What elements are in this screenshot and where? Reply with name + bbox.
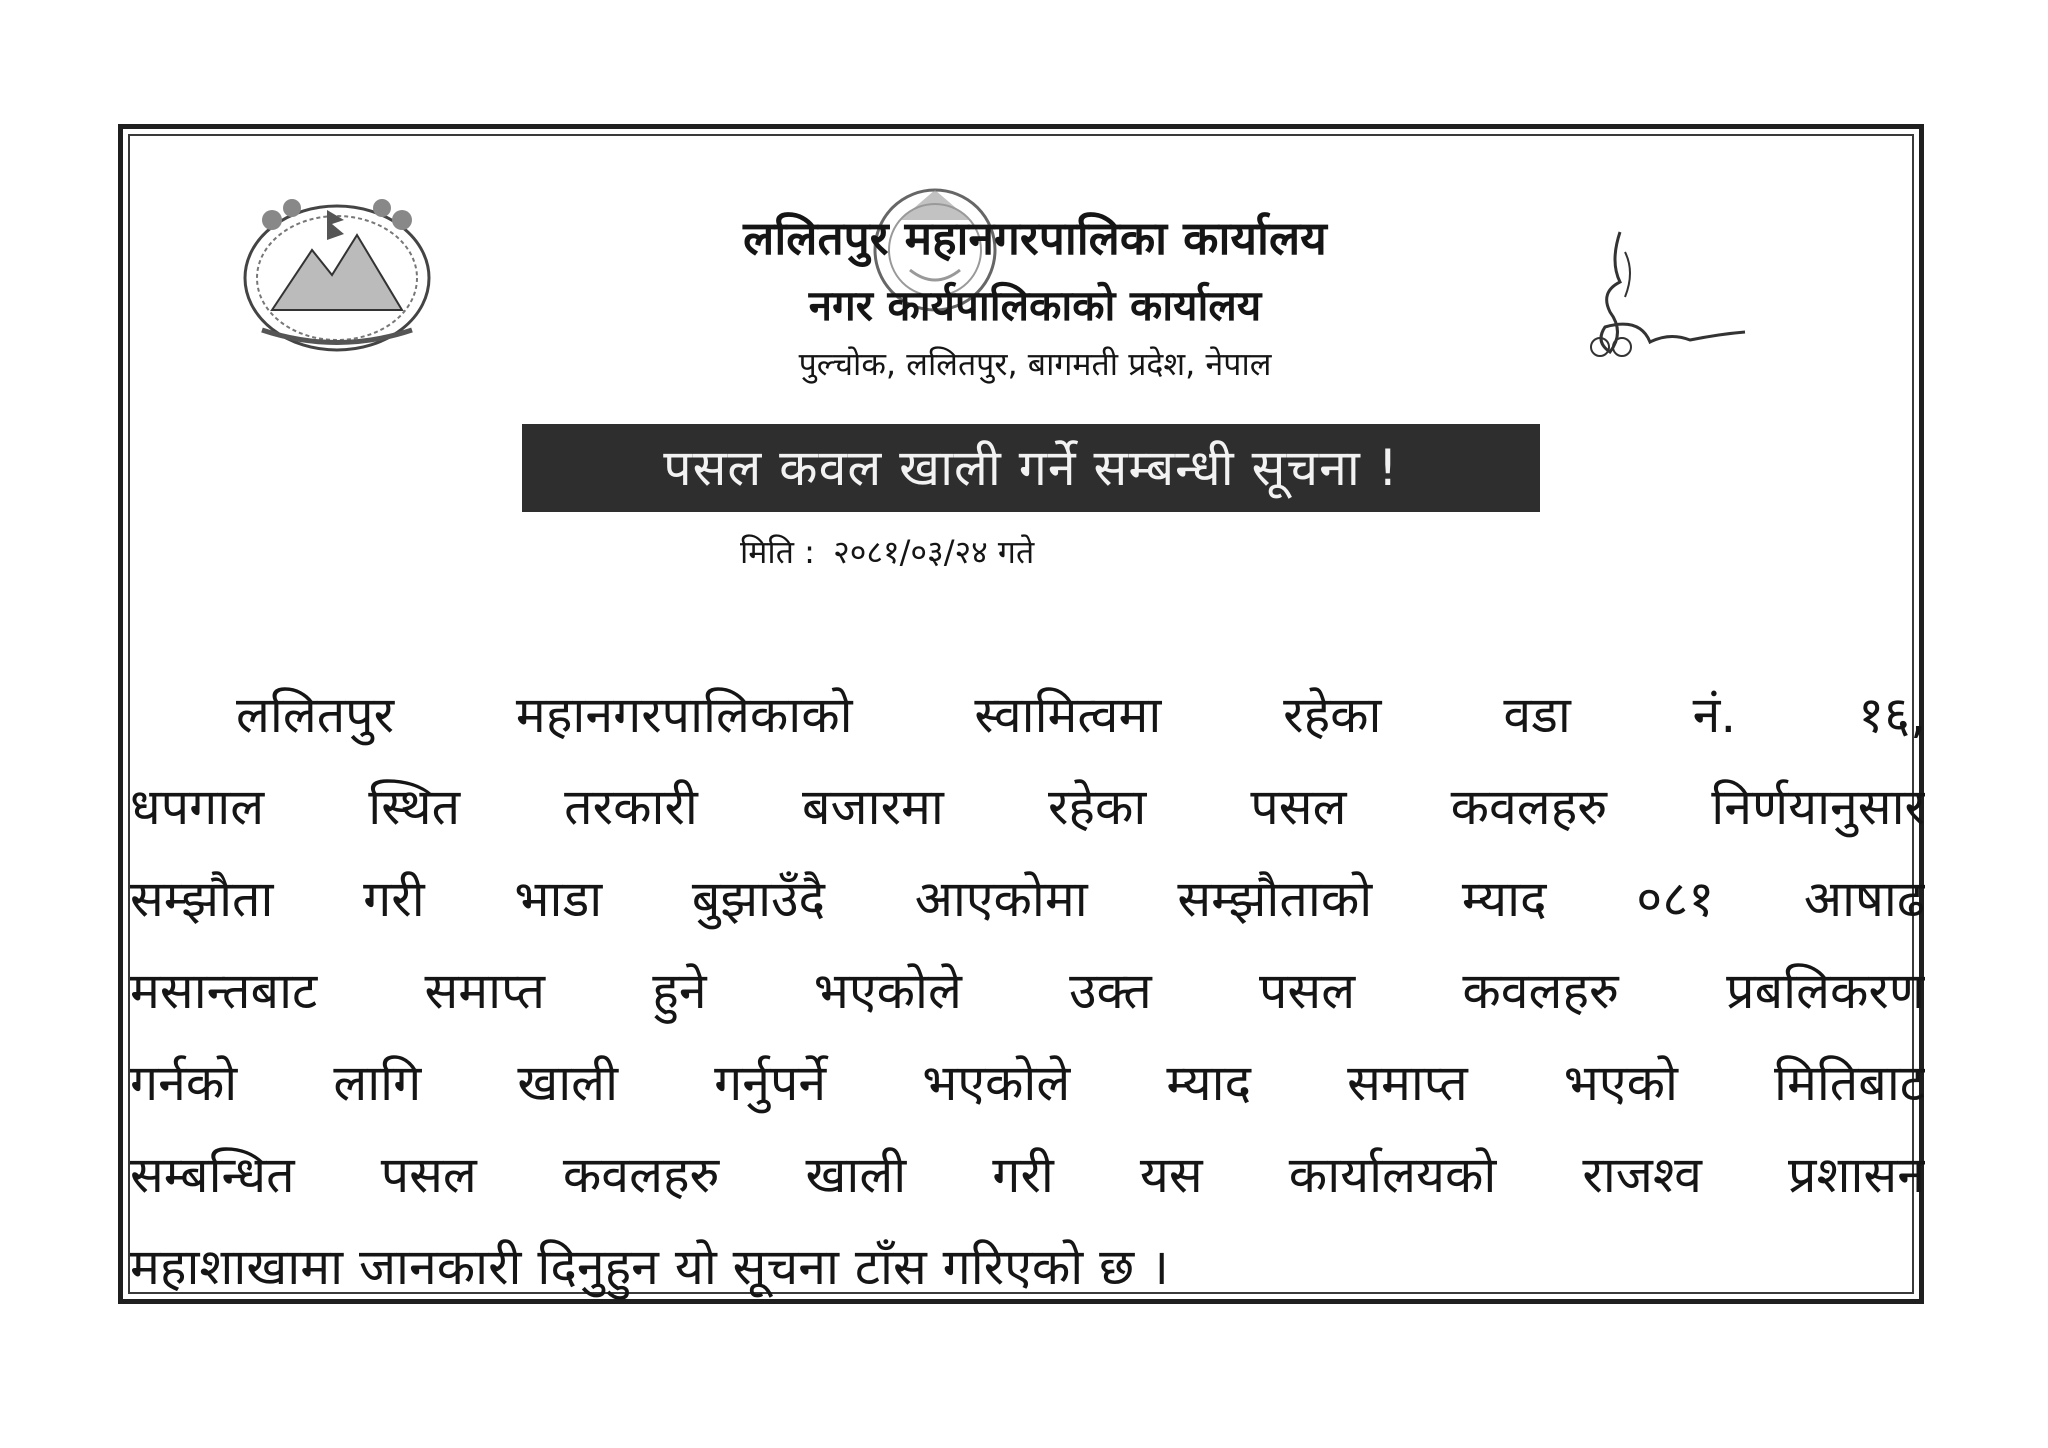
notice-title: पसल कवल खाली गर्ने सम्बन्धी सूचना ! <box>522 424 1540 512</box>
body-line-6: सम्बन्धित पसल कवलहरु खाली गरी यस कार्यालयको राजश्व प्रशासन <box>130 1146 1925 1204</box>
nepal-emblem-icon <box>232 180 442 360</box>
date-value: २०८१/०३/२४ गते <box>833 533 1035 571</box>
notice-date <box>740 530 1034 573</box>
date-label: मिति : <box>740 533 815 571</box>
body-line-5: गर्नको लागि खाली गर्नुपर्ने भएकोले म्याद समाप्त भएको मितिबाट <box>130 1054 1925 1112</box>
body-line-4: मसान्तबाट समाप्त हुने भएकोले उक्त पसल कवलहरु प्रबलिकरण <box>130 962 1925 1020</box>
body-line-3: सम्झौता गरी भाडा बुझाउँदै आएकोमा सम्झौताको म्याद ०८१ आषाढ <box>130 870 1925 928</box>
body-line-1: ललितपुर महानगरपालिकाको स्वामित्वमा रहेका वडा नं. १६, <box>236 686 1926 744</box>
signature-icon <box>1580 222 1750 372</box>
body-line-2: धपगाल स्थित तरकारी बजारमा रहेका पसल कवलहरु निर्णयानुसार <box>130 778 1925 836</box>
office-address: पुल्चोक, ललितपुर, बागमती प्रदेश, नेपाल <box>798 345 1272 383</box>
office-name: ललितपुर महानगरपालिका कार्यालय <box>743 211 1327 265</box>
body-line-7: महाशाखामा जानकारी दिनुहुन यो सूचना टाँस गरिएको छ । <box>130 1238 1169 1296</box>
sub-office-name: नगर कार्यपालिकाको कार्यालय <box>808 281 1262 330</box>
